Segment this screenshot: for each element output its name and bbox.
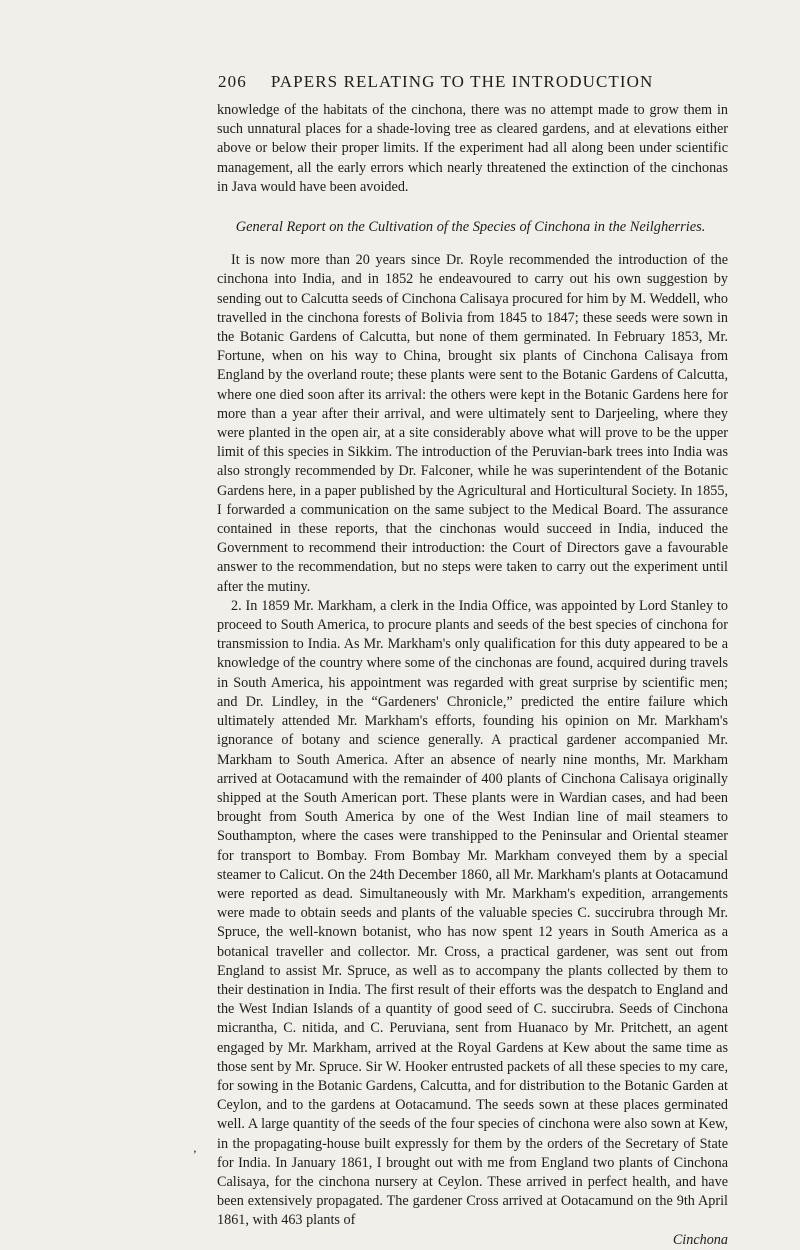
paragraph-2: 2. In 1859 Mr. Markham, a clerk in the India Office, was appointed by Lord Stanley to proceed to South America, to procure plants and seeds of the best species of cinchona for transmission to India. As Mr. Markham's only qualification for this duty appeared to be a knowledge of the country where some of the cinchonas are found, acquired during travels in South America, his appointment was regarded with great surprise by scientific men; and Dr. Lindley, in the “Gardeners' Chronicle,” predicted the entire failure which ultimately attended Mr. Markham's efforts, founding his opinion on Mr. Markham's ignorance of botany and science generally. A practical gardener accompanied Mr. Markham to South America. After an absence of nearly nine months, Mr. Markham arrived at Ootacamund with the remainder of 400 plants of Cinchona Calisaya originally shipped at the South American port. These plants were in Wardian cases, and had been brought from South America by one of the West Indian line of mail steamers to Southampton, where the cases were transhipped to the Peninsular and Oriental steamer for transport to Bombay. From Bombay Mr. Markham conveyed them by a special steamer to Calicut. On the 24th December 1860, all Mr. Markham's plants at Ootacamund were reported as dead. Simultaneously with Mr. Markham's expedition, arrangements were made to obtain seeds and plants of the valuable species C. succirubra through Mr. Spruce, the well-known botanist, who has now spent 12 years in South America as a botanical traveller and collector. Mr. Cross, a practical gardener, was sent out from England to assist Mr. Spruce, as well as to accompany the plants collected by them to their destination in India. The first result of their efforts was the despatch to England and the West Indian Islands of a quantity of good seed of C. succirubra. Seeds of Cinchona micrantha, C. nitida, and C. Peruviana, sent from Huanaco by Mr. Pritchett, an agent engaged by Mr. Markham, arrived at the Royal Gardens at Kew about the same time as those sent by Mr. Spruce. Sir W. Hooker entrusted packets of all these species to my care, for sowing in the Botanic Gardens, Calcutta, and for distribution to the Botanic Garden at Ceylon, and to the gardens at Ootacamund. The seeds sown at these places germinated well. A large quantity of the seeds of the four species of cinchona were also sown at Kew, in the propagating-house built expressly for them by the orders of the Secretary of State for India. In January 1861, I brought out with me from England two plants of Cinchona Calisaya, for the cinchona nursery at Ceylon. These arrived in perfect health, and have been extensively propagated. The gardener Cross arrived at Ootacamund on the 9th April 1861, with 463 plants of bbox=[217, 597, 728, 1229]
running-title: PAPERS RELATING TO THE INTRODUCTION bbox=[270, 72, 654, 91]
catchword: Cinchona bbox=[672, 1231, 728, 1248]
paragraph-1: It is now more than 20 years since Dr. Royle recommended the introduction of the cinchona into India, and in 1852 he endeavoured to carry out his own suggestion by sending out to Calcutta seeds of Cinchona Calisaya procured for him by M. Weddell, who travelled in the cinchona forests of Bolivia from 1845 to 1847; these seeds were sown in the Botanic Gardens of Calcutta, but none of them germinated. In February 1853, Mr. Fortune, when on his way to China, brought six plants of Cinchona Calisaya from England by the overland route; these plants were sent to the Botanic Gardens of Calcutta, where one died soon after its arrival: the others were kept in the Botanic Gardens here for more than a year after their arrival, and were ultimately sent to Darjeeling, where they were planted in the open air, at a site considerably above what will prove to be the upper limit of this species in Sikkim. The introduction of the Peruvian-bark trees into India was also strongly recommended by Dr. Falconer, while he was superintendent of the Botanic Gardens here, in a paper published by the Agricultural and Horticultural Society. In 1855, I forwarded a communication on the same subject to the Medical Board. The assurance contained in these reports, that the cinchonas would succeed in India, induced the Government to recommend their introduction: the Court of Directors gave a favourable answer to the recommendation, but no steps were taken to carry out the experiment until after the mutiny. bbox=[217, 252, 728, 595]
page-number: 206 bbox=[218, 72, 247, 91]
margin-mark: ’ bbox=[192, 1147, 196, 1161]
running-header bbox=[218, 72, 718, 92]
body-text bbox=[217, 101, 728, 1250]
opening-paragraph: knowledge of the habitats of the cinchona, there was no attempt made to grow them in such unnatural places for a shade-loving tree as cleared gardens, and at elevations either above or below their proper limits. If the experiment had all along been under scientific management, all the early errors which nearly threatened the extinction of the cinchonas in Java would have been avoided. bbox=[217, 102, 728, 195]
section-title: General Report on the Cultivation of the Species of Cinchona in the Neilgherries. bbox=[235, 219, 706, 236]
